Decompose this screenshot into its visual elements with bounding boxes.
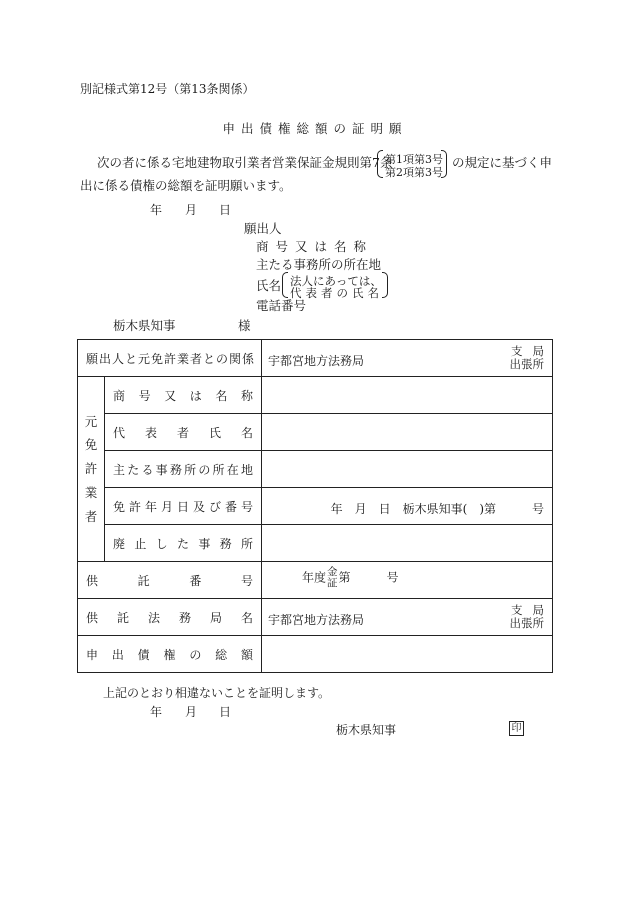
former-licensee-group-label [78,377,105,562]
representative-row-label: 代表者氏名 [105,414,262,451]
license-row-label: 免許年月日及び番号 [105,488,262,525]
deposit-office-value-cell[interactable] [262,599,553,636]
date-day: 日 [219,203,232,217]
deposit-branch-option-2: 出張所 [509,616,545,631]
request-text-line2: 出に係る債権の総額を証明願います。 [80,178,292,193]
license-template: 年 月 日 栃木県知事( )第 号 [330,502,545,516]
deposit-type-money: 金 [327,566,338,578]
representative-brace [282,272,388,298]
article-option-2: 第2項第3号 [385,166,443,179]
deposit-number-template [302,567,399,589]
certification-statement: 上記のとおり相違ないことを証明します。 [103,686,331,700]
table-row [78,488,553,525]
branch-options [509,344,555,372]
relation-label: 願出人と元免許業者との関係 [78,340,262,377]
branch-option-1: 支局 [511,344,555,358]
deposit-number-label: 供託番号 [78,562,262,599]
request-text-line1: 次の者に係る宅地建物取引業者営業保証金規則第7条 [97,155,393,170]
representative-value-cell[interactable] [262,414,553,451]
closed-office-value-cell[interactable] [262,525,553,562]
deposit-number-row [78,562,553,599]
office-value-cell[interactable] [262,451,553,488]
seal-stamp-box: 印 [509,721,524,736]
request-text-line1-end: の規定に基づく申 [452,155,553,170]
trade-name-value-cell[interactable] [262,377,553,414]
closed-office-row-label: 廃止した事務所 [105,525,262,562]
trade-name-label: 商号又は名称 [256,239,374,254]
deposit-number-value-cell[interactable] [262,562,553,599]
article-brace [377,150,447,178]
deposit-type-security: 証 [327,577,338,590]
date-year: 年 [150,203,163,217]
cert-date-month: 月 [185,705,198,719]
date-month: 月 [185,203,198,217]
cert-date-year: 年 [150,705,163,719]
license-value-cell[interactable] [262,488,553,525]
total-claims-value-cell[interactable] [262,636,553,673]
deposit-office-row [78,599,553,636]
deposit-office-bureau: 宇都宮地方法務局 [268,613,365,627]
relation-value-cell[interactable] [262,340,553,377]
table-row [78,377,553,414]
document-title: 申出債権総額の証明願 [222,121,408,136]
table-row [78,525,553,562]
table-row [78,451,553,488]
relation-row [78,340,553,377]
deposit-office-label: 供託法務局名 [78,599,262,636]
applicant-label: 願出人 [244,221,282,236]
table-row [78,414,553,451]
name-label: 氏名 [256,278,282,293]
group-char: 許 [84,461,98,477]
deposit-branch-option-1: 支局 [511,603,555,617]
addressee: 栃木県知事 様 [113,318,251,333]
governor-signature: 栃木県知事 [336,723,397,737]
representative-name-note: 代表者の氏名 [290,286,383,300]
phone-label: 電話番号 [256,298,307,313]
relation-bureau: 宇都宮地方法務局 [268,354,365,368]
total-claims-row [78,636,553,673]
corporation-note: 法人にあっては、 [290,274,382,288]
certificate-table [77,339,553,673]
article-option-1: 第1項第3号 [385,153,443,166]
total-claims-label: 申出債権の総額 [78,636,262,673]
deposit-year: 年度 [302,570,327,585]
group-char: 元 [84,413,98,429]
group-char: 免 [84,437,98,453]
cert-date-day: 日 [219,705,232,719]
office-row-label: 主たる事務所の所在地 [105,451,262,488]
trade-name-row-label: 商号又は名称 [105,377,262,414]
deposit-type-stack [327,567,338,589]
deposit-number-suffix: 第 号 [338,570,399,585]
group-char: 者 [84,508,98,524]
office-address-label: 主たる事務所の所在地 [256,257,382,272]
branch-option-2: 出張所 [509,357,545,372]
group-char: 業 [84,484,98,500]
deposit-branch-options [509,603,555,631]
form-number-label: 別記様式第12号（第13条関係） [80,82,255,96]
